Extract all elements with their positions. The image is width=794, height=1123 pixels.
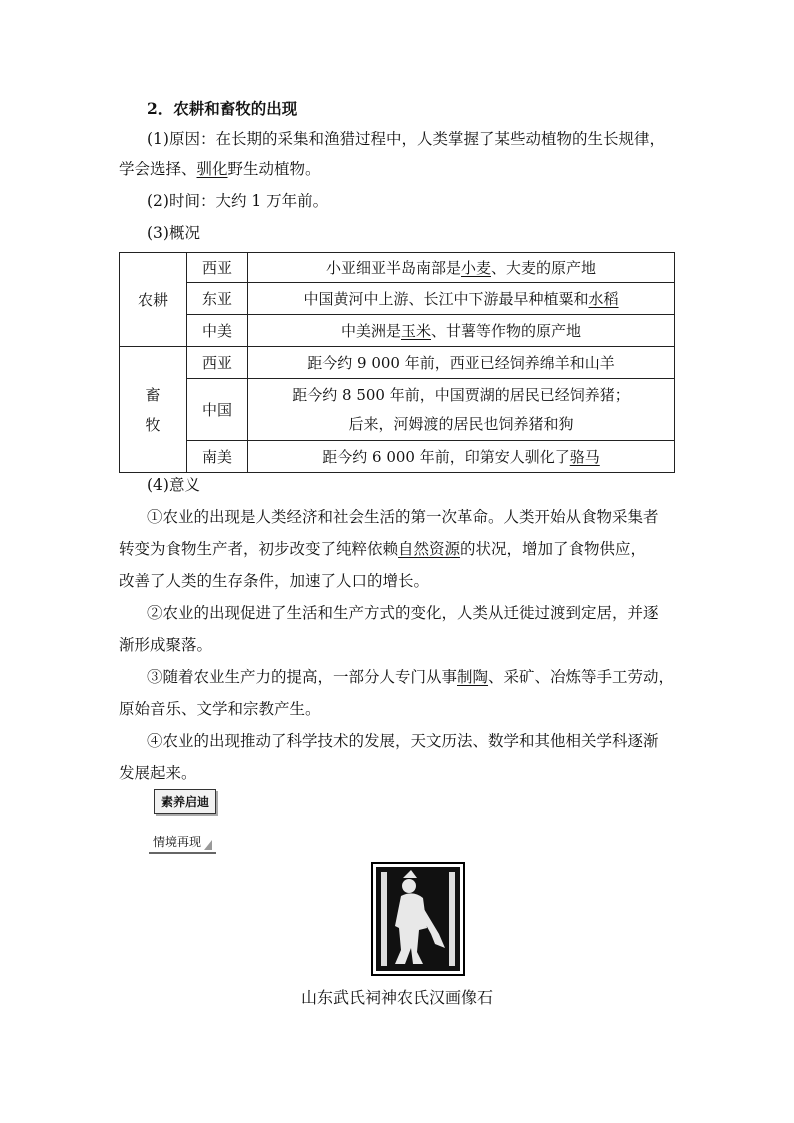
sig-p3-l2: 原始音乐、文学和宗教产生。	[119, 700, 321, 718]
sig-p2-l1: ②农业的出现促进了生活和生产方式的变化，人类从迁徙过渡到定居，并逐	[147, 604, 659, 622]
table-row	[120, 347, 675, 379]
region-cell: 南美	[187, 441, 248, 473]
table-row	[120, 441, 675, 473]
sig-p1-l1: ①农业的出现是人类经济和社会生活的第一次革命。人类开始从食物采集者	[147, 508, 659, 526]
content-cell: 距今约 9 000 年前，西亚已经饲养绵羊和山羊	[248, 347, 675, 379]
reason-line-2	[119, 158, 321, 180]
significance-label: (4)意义	[147, 476, 200, 494]
stone-relief-image	[371, 862, 465, 976]
literacy-tag: 素养启迪	[154, 789, 216, 814]
overview-label: (3)概况	[147, 224, 200, 242]
agri-label: 农耕	[120, 253, 187, 347]
corner-icon	[204, 840, 212, 850]
sig-p3-l1: ③随着农业生产力的提高，一部分人专门从事制陶、采矿、冶炼等手工劳动，	[147, 668, 675, 686]
table-row	[120, 283, 675, 315]
region-cell: 西亚	[187, 347, 248, 379]
table-row	[120, 253, 675, 283]
time-line: (2)时间：大约 1 万年前。	[147, 192, 329, 210]
sig-p2-l2: 渐形成聚落。	[119, 636, 213, 654]
sig-p1-l2: 转变为食物生产者，初步改变了纯粹依赖自然资源的状况，增加了食物供应，	[119, 540, 647, 558]
reason-underlined: 驯化	[196, 160, 228, 178]
content-cell: 小亚细亚半岛南部是小麦、大麦的原产地	[248, 253, 675, 283]
shennong-figure-icon	[373, 864, 463, 974]
content-cell: 距今约 8 500 年前，中国贾湖的居民已经饲养猪； 后来，河姆渡的居民也饲养猪和狗	[248, 379, 675, 441]
content-cell: 距今约 6 000 年前，印第安人驯化了骆马	[248, 441, 675, 473]
table-row	[120, 379, 675, 441]
reason-text-b: 野生动植物。	[227, 160, 321, 178]
region-cell: 东亚	[187, 283, 248, 315]
sig-p1-l3: 改善了人类的生存条件，加速了人口的增长。	[119, 572, 430, 590]
section-heading: 2．农耕和畜牧的出现	[147, 99, 298, 118]
herd-label: 畜 牧	[120, 347, 187, 473]
region-cell: 中国	[187, 379, 248, 441]
reason-text-a: 学会选择、	[119, 160, 197, 178]
reason-line-1: (1)原因：在长期的采集和渔猎过程中，人类掌握了某些动植物的生长规律，	[147, 130, 665, 148]
overview-table	[119, 252, 675, 473]
table-row	[120, 315, 675, 347]
content-cell: 中美洲是玉米、甘薯等作物的原产地	[248, 315, 675, 347]
region-cell: 西亚	[187, 253, 248, 283]
sig-p4-l1: ④农业的出现推动了科学技术的发展，天文历法、数学和其他相关学科逐渐	[147, 732, 659, 750]
figure-caption: 山东武氏祠神农氏汉画像石	[300, 988, 493, 1007]
content-cell: 中国黄河中上游、长江中下游最早种植粟和水稻	[248, 283, 675, 315]
sig-p4-l2: 发展起来。	[119, 764, 197, 782]
region-cell: 中美	[187, 315, 248, 347]
scenario-tag: 情境再现	[149, 831, 216, 854]
